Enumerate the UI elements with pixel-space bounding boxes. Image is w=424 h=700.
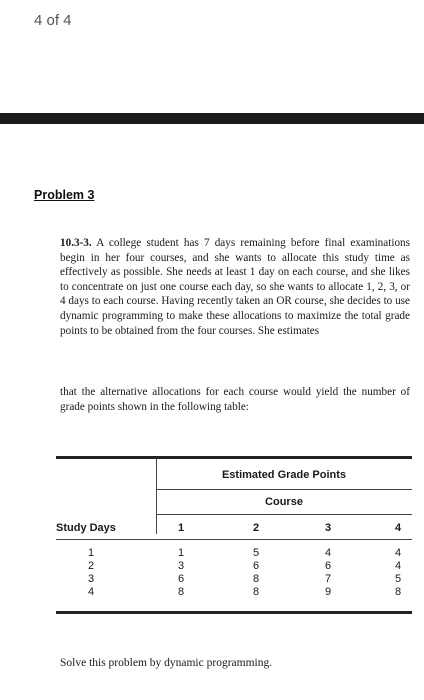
column-header: 2 xyxy=(252,522,260,534)
table-cell: 9 xyxy=(324,586,332,598)
divider-bar xyxy=(0,113,424,124)
table-cell: 4 xyxy=(394,560,402,572)
table-cell: 5 xyxy=(252,547,260,559)
table-cell: 3 xyxy=(177,560,185,572)
table-cell: 4 xyxy=(394,547,402,559)
problem-text-2: that the alternative allocations for each course would yield the number of grade points shown in the following table: xyxy=(60,386,410,413)
table-cell: 5 xyxy=(394,573,402,585)
problem-statement xyxy=(60,236,410,338)
table-cell: 6 xyxy=(252,560,260,572)
table-group-rule xyxy=(156,514,412,515)
table-cell: 8 xyxy=(394,586,402,598)
row-days: 4 xyxy=(87,586,95,598)
row-days: 3 xyxy=(87,573,95,585)
table-row-header: Study Days xyxy=(56,522,116,534)
problem-number: 10.3-3. xyxy=(60,237,92,249)
table-top-rule xyxy=(56,456,412,459)
table-title-rule xyxy=(156,489,412,490)
table-bottom-rule xyxy=(56,611,412,614)
grade-points-table xyxy=(56,456,412,616)
table-cell: 8 xyxy=(177,586,185,598)
column-header: 3 xyxy=(324,522,332,534)
table-cell: 1 xyxy=(177,547,185,559)
table-header-rule xyxy=(56,539,412,540)
table-cell: 8 xyxy=(252,586,260,598)
table-cell: 6 xyxy=(177,573,185,585)
table-cell: 7 xyxy=(324,573,332,585)
page-indicator: 4 of 4 xyxy=(34,12,72,29)
row-days: 1 xyxy=(87,547,95,559)
problem-text-1: A college student has 7 days remaining before final examinations begin in her four courses, and she wants to allocate this study time as effectively as possible. She needs at least 1 day on each course, and she likes to concentrate on just one course each day, so she wants to allocate 1, 2, 3, or 4 days to each course. Having recently taken an OR course, she decides to use dynamic programming to make these allocations to maximize the total grade points to be obtained from the four courses. She estimates xyxy=(60,237,410,337)
table-cell: 8 xyxy=(252,573,260,585)
column-header: 1 xyxy=(177,522,185,534)
problem-heading: Problem 3 xyxy=(34,188,95,202)
instruction-text: Solve this problem by dynamic programming. xyxy=(60,657,273,669)
table-cell: 6 xyxy=(324,560,332,572)
column-header: 4 xyxy=(394,522,402,534)
table-title: Estimated Grade Points xyxy=(221,469,347,481)
row-days: 2 xyxy=(87,560,95,572)
table-group-label: Course xyxy=(265,496,303,508)
table-cell: 4 xyxy=(324,547,332,559)
